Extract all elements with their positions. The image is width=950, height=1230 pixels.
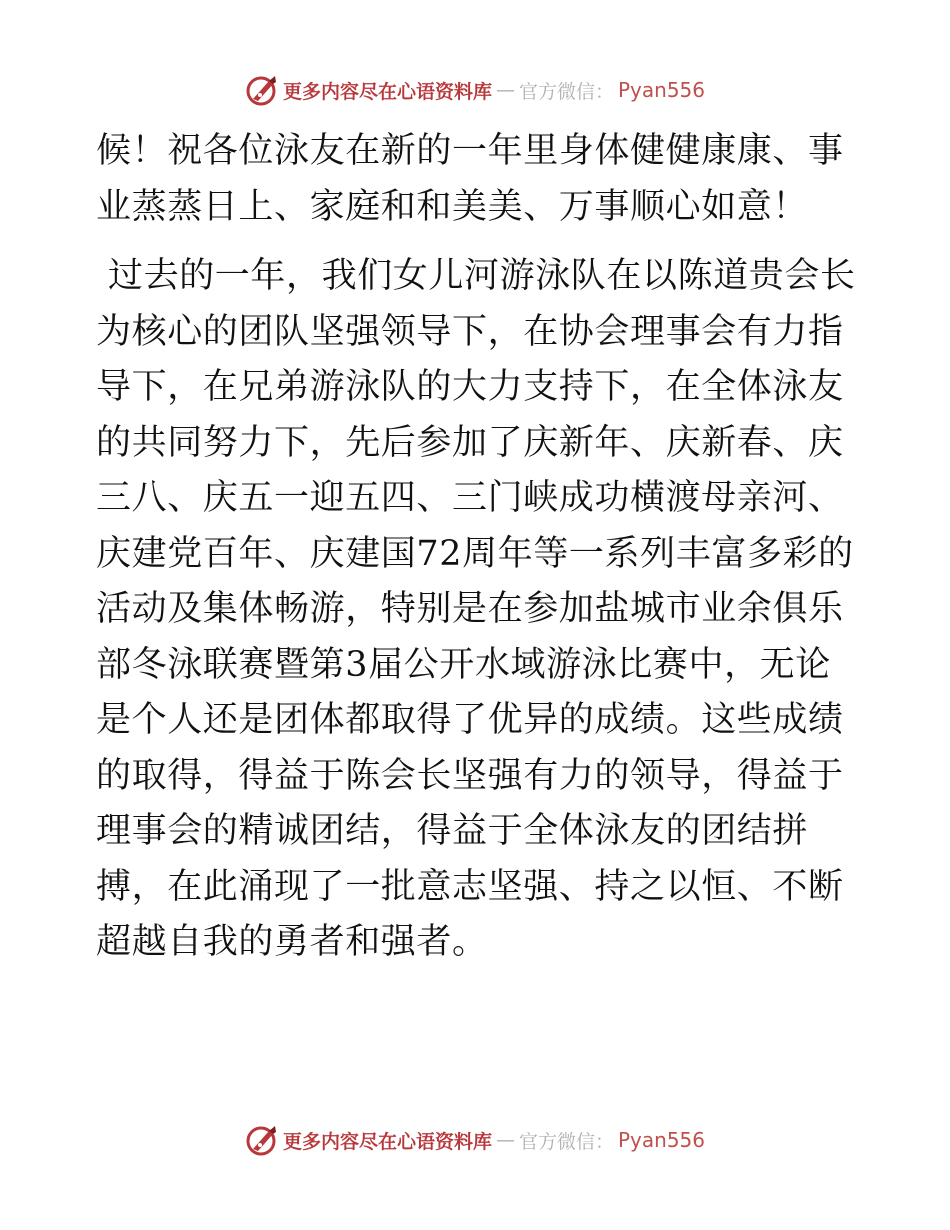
pen-nib-logo-icon bbox=[245, 73, 279, 107]
banner-wechat-id: Pyan556 bbox=[618, 78, 706, 102]
banner-site-text: 更多内容尽在心语资料库 bbox=[282, 1130, 492, 1153]
footer-banner bbox=[0, 1120, 950, 1160]
banner-dash: — bbox=[495, 1129, 515, 1151]
banner-dash: — bbox=[495, 79, 515, 101]
pen-nib-logo-icon bbox=[245, 1123, 279, 1157]
header-banner bbox=[0, 70, 950, 110]
banner-wechat-label: 官方微信： bbox=[518, 80, 614, 103]
paragraph-greeting: 候！祝各位泳友在新的一年里身体健健康康、事业蒸蒸日上、家庭和和美美、万事顺心如意！ bbox=[96, 131, 844, 227]
document-body bbox=[96, 124, 856, 971]
banner-wechat-label: 官方微信： bbox=[518, 1130, 614, 1153]
banner-site-text: 更多内容尽在心语资料库 bbox=[282, 80, 492, 103]
paragraph-review: 过去的一年，我们女儿河游泳队在以陈道贵会长为核心的团队坚强领导下，在协会理事会有力指导下，在兄弟游泳队的大力支持下，在全体泳友的共同努力下，先后参加了庆新年、庆新春、庆三八、庆五一迎五四、三门峡成功横渡母亲河、庆建党百年、庆建国72周年等一系列丰富多彩的活动及集体畅游，特别是在参加盐城市业余俱乐部冬泳联赛暨第3届公开水域游泳比赛中，无论是个人还是团体都取得了优异的成绩。这些成绩的取得，得益于陈会长坚强有力的领导，得益于理事会的精诚团结，得益于全体泳友的团结拼搏，在此涌现了一批意志坚强、持之以恒、不断超越自我的勇者和强者。 bbox=[96, 256, 856, 962]
banner-wechat-id: Pyan556 bbox=[618, 1128, 706, 1152]
